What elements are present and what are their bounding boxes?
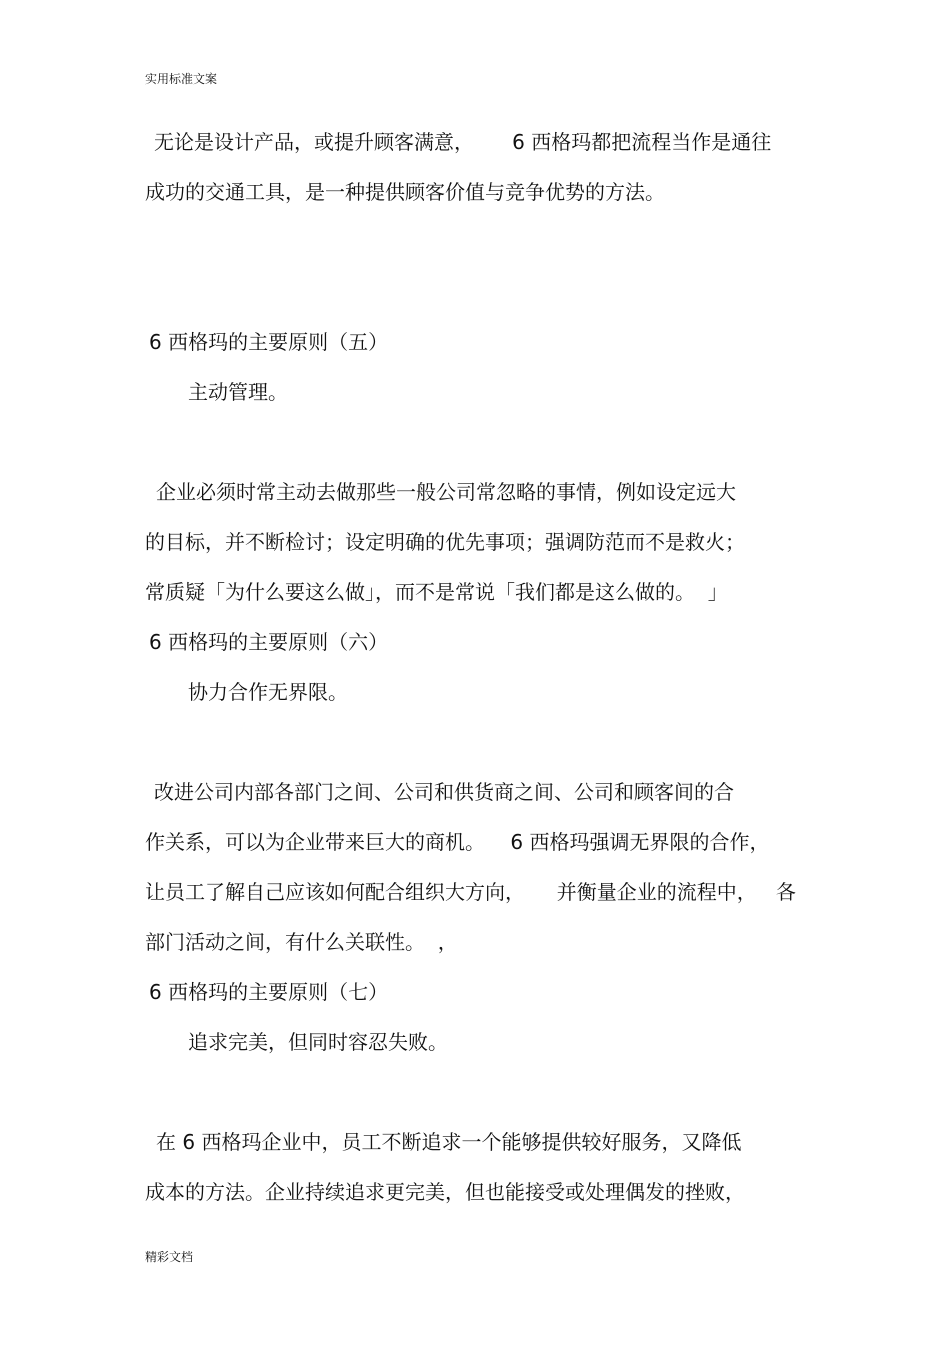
paragraph-line: 让员工了解自己应该如何配合组织大方向， 并衡量企业的流程中， 各 — [145, 880, 796, 904]
principle-title: 主动管理。 — [188, 380, 288, 404]
principle-title: 协力合作无界限。 — [188, 680, 348, 704]
section-heading: 6 西格玛的主要原则（六） — [149, 630, 389, 654]
section-heading: 6 西格玛的主要原则（五） — [149, 330, 389, 354]
principle-title: 追求完美，但同时容忍失败。 — [188, 1030, 448, 1054]
paragraph-line: 的目标，并不断检讨；设定明确的优先事项；强调防范而不是救火； — [145, 530, 745, 554]
paragraph-line: 改进公司内部各部门之间、公司和供货商之间、公司和顾客间的合 — [154, 780, 734, 804]
section-heading: 6 西格玛的主要原则（七） — [149, 980, 389, 1004]
page-header: 实用标准文案 — [145, 72, 218, 86]
paragraph-line: 成功的交通工具，是一种提供顾客价值与竞争优势的方法。 — [145, 180, 665, 204]
paragraph-line: 在 6 西格玛企业中，员工不断追求一个能够提供较好服务，又降低 — [156, 1130, 742, 1154]
paragraph-line: 作关系，可以为企业带来巨大的商机。 6 西格玛强调无界限的合作， — [145, 830, 770, 854]
paragraph-line: 部门活动之间，有什么关联性。 ， — [145, 930, 458, 954]
paragraph-line: 企业必须时常主动去做那些一般公司常忽略的事情，例如设定远大 — [156, 480, 736, 504]
page-footer: 精彩文档 — [145, 1250, 194, 1264]
paragraph-line: 无论是设计产品，或提升顾客满意， 6 西格玛都把流程当作是通往 — [154, 130, 772, 154]
paragraph-line: 成本的方法。企业持续追求更完美，但也能接受或处理偶发的挫败， — [145, 1180, 745, 1204]
paragraph-line: 常质疑「为什么要这么做」，而不是常说「我们都是这么做的。 」 — [145, 580, 728, 604]
